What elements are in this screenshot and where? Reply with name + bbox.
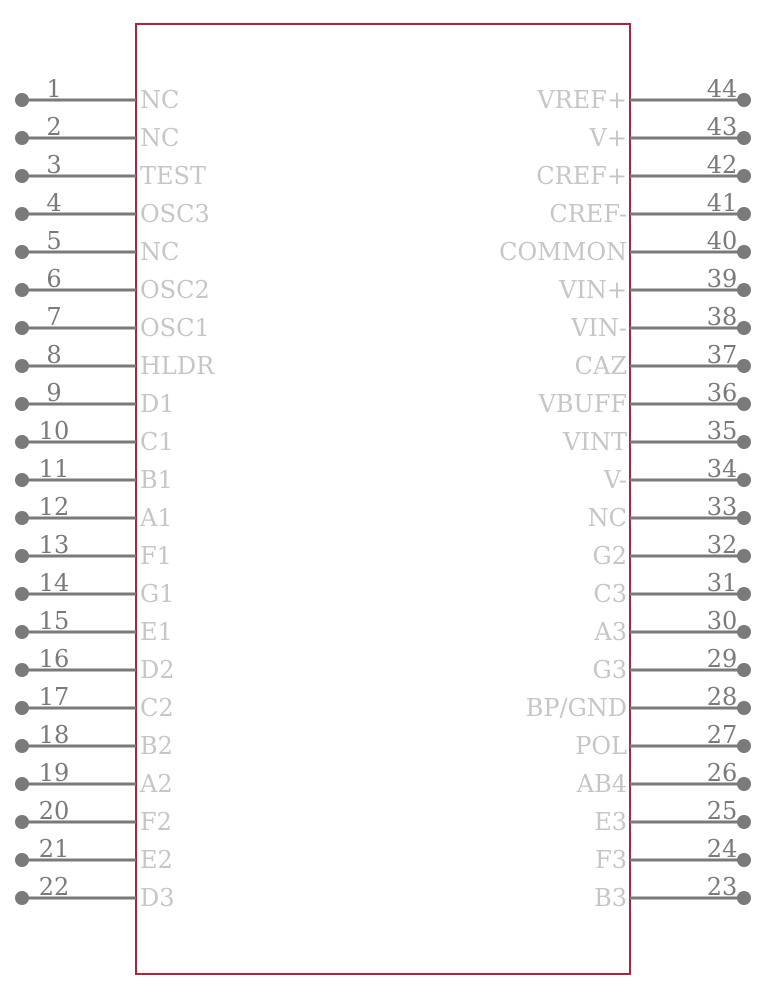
pin-endpoint-dot	[15, 397, 29, 411]
pin-number: 40	[706, 227, 738, 255]
pin-endpoint-dot	[15, 625, 29, 639]
pin-number: 22	[38, 873, 70, 901]
pin-name-label: B1	[140, 466, 173, 494]
pin-number: 41	[706, 189, 738, 217]
pin-endpoint-dot	[737, 169, 751, 183]
pin-number: 24	[706, 835, 738, 863]
pin-number: 3	[46, 151, 62, 179]
pin-endpoint-dot	[737, 321, 751, 335]
pin-4	[15, 189, 210, 228]
pin-number: 25	[706, 797, 738, 825]
pin-name-label: OSC3	[140, 200, 210, 228]
pin-endpoint-dot	[15, 815, 29, 829]
pin-endpoint-dot	[737, 625, 751, 639]
pin-name-label: D2	[140, 656, 175, 684]
pin-endpoint-dot	[15, 891, 29, 905]
pin-5	[15, 227, 179, 266]
pin-number: 16	[38, 645, 70, 673]
pin-17	[15, 683, 174, 722]
pin-endpoint-dot	[15, 435, 29, 449]
pin-name-label: B2	[140, 732, 173, 760]
pin-14	[15, 569, 174, 608]
pin-number: 5	[46, 227, 62, 255]
pin-19	[15, 759, 173, 798]
pin-number: 34	[706, 455, 738, 483]
pin-name-label: A2	[140, 770, 173, 798]
pin-name-label: C3	[593, 580, 627, 608]
pin-name-label: POL	[575, 732, 627, 760]
pin-22	[15, 873, 175, 912]
pin-endpoint-dot	[15, 777, 29, 791]
pin-number: 6	[46, 265, 62, 293]
pin-number: 20	[38, 797, 70, 825]
pin-endpoint-dot	[737, 131, 751, 145]
pin-number: 38	[706, 303, 738, 331]
pin-33	[588, 493, 751, 532]
pin-name-label: NC	[140, 86, 180, 114]
pin-endpoint-dot	[15, 549, 29, 563]
pin-endpoint-dot	[15, 359, 29, 373]
pin-8	[15, 341, 215, 380]
pin-endpoint-dot	[737, 701, 751, 715]
pin-number: 33	[706, 493, 738, 521]
pin-name-label: VREF+	[537, 86, 627, 114]
pin-7	[15, 303, 210, 342]
pin-endpoint-dot	[15, 131, 29, 145]
pin-name-label: VINT	[563, 428, 627, 456]
pin-name-label: E2	[140, 846, 173, 874]
pin-44	[536, 75, 751, 114]
pin-endpoint-dot	[15, 663, 29, 677]
pin-name-label: V+	[589, 124, 627, 152]
pin-name-label: NC	[140, 238, 180, 266]
pin-endpoint-dot	[15, 853, 29, 867]
pin-number: 28	[706, 683, 738, 711]
pin-name-label: VIN-	[571, 314, 627, 342]
pin-name-label: F3	[595, 846, 627, 874]
pin-number: 7	[46, 303, 62, 331]
pin-name-label: D1	[140, 390, 175, 418]
pin-endpoint-dot	[737, 777, 751, 791]
pin-endpoint-dot	[737, 207, 751, 221]
pin-15	[15, 607, 173, 646]
pin-endpoint-dot	[15, 701, 29, 715]
pin-name-label: VIN+	[559, 276, 627, 304]
pin-endpoint-dot	[737, 549, 751, 563]
pin-number: 4	[46, 189, 62, 217]
pin-name-label: HLDR	[140, 352, 215, 380]
pin-21	[15, 835, 173, 874]
pin-name-label: G1	[140, 580, 175, 608]
pin-number: 43	[706, 113, 738, 141]
pin-endpoint-dot	[15, 207, 29, 221]
pin-18	[15, 721, 173, 760]
pin-number: 23	[706, 873, 738, 901]
pin-endpoint-dot	[737, 815, 751, 829]
pin-endpoint-dot	[737, 435, 751, 449]
pin-name-label: OSC2	[140, 276, 210, 304]
pin-35	[562, 417, 751, 456]
right-pin-column	[499, 75, 751, 912]
pin-endpoint-dot	[15, 739, 29, 753]
pin-endpoint-dot	[737, 245, 751, 259]
pin-number: 35	[706, 417, 738, 445]
pin-name-label: COMMON	[499, 238, 627, 266]
pin-name-label: G2	[592, 542, 627, 570]
pin-endpoint-dot	[15, 283, 29, 297]
pin-name-label: C1	[140, 428, 174, 456]
pin-number: 37	[706, 341, 738, 369]
pin-name-label: E1	[140, 618, 173, 646]
pin-24	[595, 835, 751, 874]
pin-number: 18	[38, 721, 70, 749]
left-pin-column	[15, 75, 215, 912]
pin-endpoint-dot	[15, 511, 29, 525]
pin-name-label: TEST	[140, 162, 206, 190]
pin-name-label: C2	[140, 694, 174, 722]
pin-number: 44	[706, 75, 738, 103]
pin-name-label: NC	[587, 504, 627, 532]
pin-name-label: A3	[594, 618, 627, 646]
pin-endpoint-dot	[737, 853, 751, 867]
pin-11	[15, 455, 173, 494]
pin-3	[15, 151, 206, 190]
pin-number: 10	[38, 417, 70, 445]
pin-name-label: BP/GND	[525, 694, 627, 722]
pin-endpoint-dot	[15, 93, 29, 107]
pin-name-label: A1	[140, 504, 173, 532]
pin-name-label: AB4	[576, 770, 627, 798]
pin-number: 36	[706, 379, 738, 407]
pin-endpoint-dot	[15, 473, 29, 487]
pin-endpoint-dot	[15, 169, 29, 183]
pin-name-label: CAZ	[574, 352, 627, 380]
pin-number: 13	[38, 531, 70, 559]
pin-38	[570, 303, 751, 342]
pin-number: 12	[38, 493, 70, 521]
pin-37	[575, 341, 751, 380]
pin-31	[593, 569, 751, 608]
pin-name-label: B3	[594, 884, 627, 912]
pin-endpoint-dot	[737, 739, 751, 753]
pin-16	[15, 645, 175, 684]
pin-endpoint-dot	[737, 891, 751, 905]
pin-name-label: CREF+	[536, 162, 627, 190]
pin-number: 11	[38, 455, 70, 483]
pin-number: 31	[706, 569, 738, 597]
pin-42	[536, 151, 751, 190]
pin-30	[593, 607, 751, 646]
pin-40	[499, 227, 751, 266]
pin-endpoint-dot	[15, 245, 29, 259]
pin-name-label: CREF-	[549, 200, 627, 228]
pin-number: 2	[46, 113, 62, 141]
pin-name-label: D3	[140, 884, 175, 912]
pin-endpoint-dot	[737, 663, 751, 677]
pin-6	[15, 265, 210, 304]
pin-20	[15, 797, 172, 836]
pin-32	[593, 531, 751, 570]
pin-1	[15, 75, 179, 114]
pin-endpoint-dot	[737, 397, 751, 411]
pin-name-label: OSC1	[140, 314, 210, 342]
pin-12	[15, 493, 173, 532]
pin-10	[15, 417, 174, 456]
pin-number: 19	[38, 759, 70, 787]
pin-endpoint-dot	[737, 473, 751, 487]
pin-number: 30	[706, 607, 738, 635]
pin-name-label: F2	[140, 808, 172, 836]
pin-name-label: NC	[140, 124, 180, 152]
pin-9	[15, 379, 175, 418]
pin-34	[603, 455, 751, 494]
pin-27	[575, 721, 751, 760]
pin-endpoint-dot	[15, 321, 29, 335]
pin-number: 26	[706, 759, 738, 787]
pin-number: 29	[706, 645, 738, 673]
pin-name-label: F1	[140, 542, 172, 570]
pin-number: 14	[38, 569, 70, 597]
pin-number: 9	[46, 379, 62, 407]
pin-name-label: VBUFF	[538, 390, 627, 418]
pin-23	[594, 873, 751, 912]
pin-number: 21	[38, 835, 70, 863]
pin-endpoint-dot	[737, 587, 751, 601]
pin-number: 8	[46, 341, 62, 369]
pin-28	[526, 683, 751, 722]
pin-endpoint-dot	[737, 283, 751, 297]
pin-name-label: V-	[603, 466, 627, 494]
pin-number: 17	[38, 683, 70, 711]
pin-number: 27	[706, 721, 738, 749]
pin-endpoint-dot	[15, 587, 29, 601]
pin-name-label: G3	[592, 656, 627, 684]
pin-endpoint-dot	[737, 511, 751, 525]
pin-name-label: E3	[594, 808, 627, 836]
pin-number: 15	[38, 607, 70, 635]
pin-39	[558, 265, 751, 304]
pin-number: 42	[706, 151, 738, 179]
pin-41	[549, 189, 751, 228]
pin-2	[15, 113, 179, 152]
pin-number: 32	[706, 531, 738, 559]
pin-number: 1	[46, 75, 62, 103]
pin-number: 39	[706, 265, 738, 293]
pin-29	[593, 645, 751, 684]
pin-36	[538, 379, 752, 418]
pin-13	[15, 531, 172, 570]
pin-43	[589, 113, 751, 152]
pin-25	[594, 797, 751, 836]
pin-26	[576, 759, 751, 798]
pin-endpoint-dot	[737, 359, 751, 373]
pin-endpoint-dot	[737, 93, 751, 107]
